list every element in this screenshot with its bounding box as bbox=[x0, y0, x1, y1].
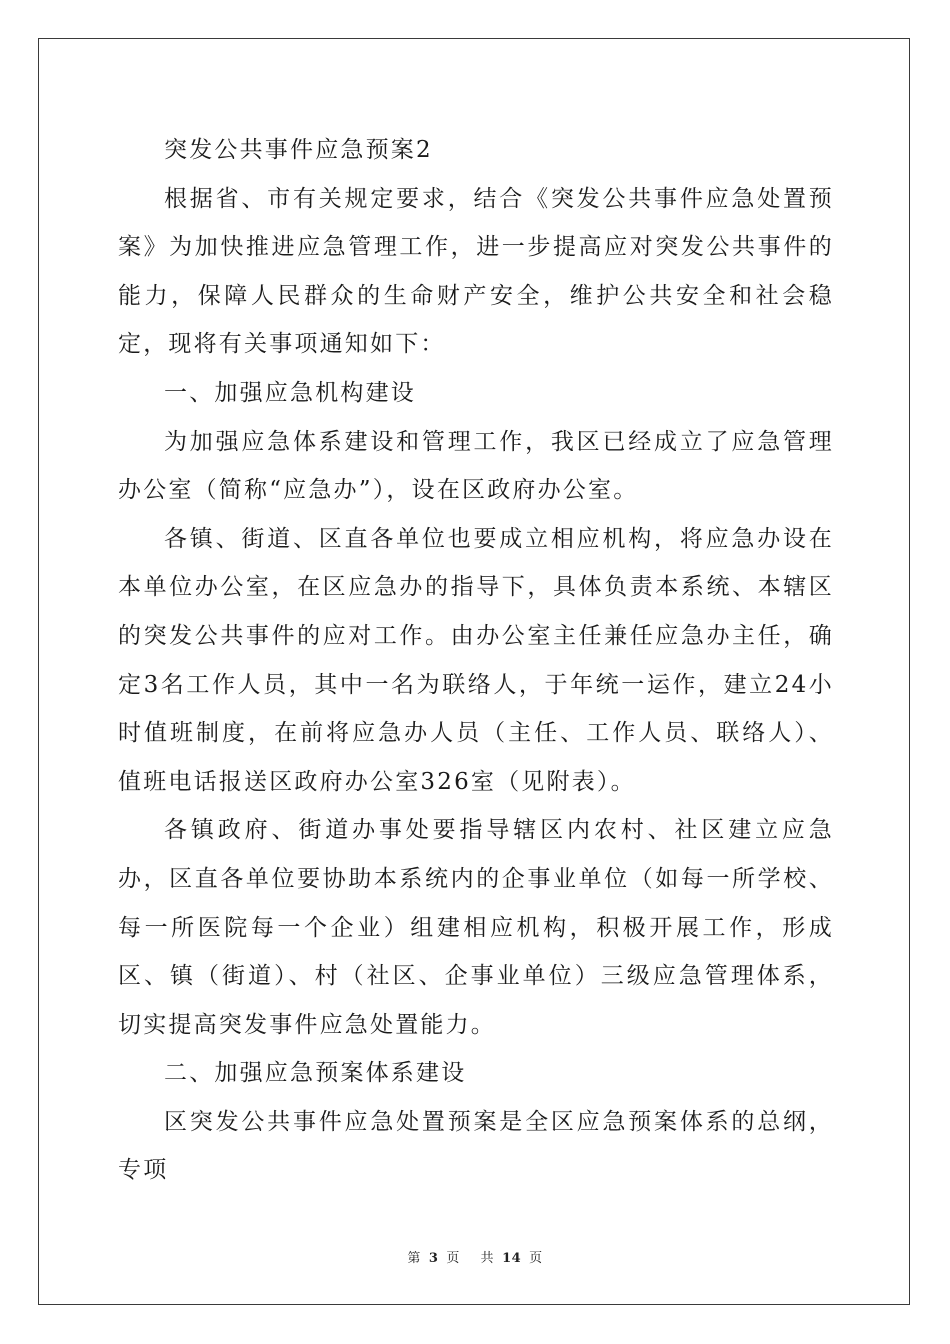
page-suffix: 页 bbox=[446, 1251, 460, 1266]
paragraph-plan: 区突发公共事件应急处置预案是全区应急预案体系的总纲，专项 bbox=[118, 1108, 834, 1184]
paragraph-system: 各镇政府、街道办事处要指导辖区内农村、社区建立应急办，区直各单位要协助本系统内的企事业单位（如每一所学校、每一所医院每一个企业）组建相应机构，积极开展工作，形成区、镇（街道）、村（社区、企事业单位）三级应急管理体系，切实提高突发事件应急处置能力。 bbox=[118, 817, 834, 1038]
total-indicator bbox=[477, 1251, 547, 1266]
page-footer bbox=[0, 1247, 950, 1266]
total-suffix: 页 bbox=[529, 1251, 543, 1266]
total-pages: 14 bbox=[502, 1251, 522, 1266]
page-number: 3 bbox=[428, 1251, 439, 1266]
section-heading-1: 一、加强应急机构建设 bbox=[164, 379, 416, 406]
page-prefix: 第 bbox=[407, 1251, 421, 1266]
total-prefix: 共 bbox=[480, 1251, 495, 1266]
document-body bbox=[118, 126, 834, 1195]
page-indicator bbox=[403, 1251, 464, 1266]
paragraph-intro: 根据省、市有关规定要求，结合《突发公共事件应急处置预案》为加快推进应急管理工作，进一步提高应对突发公共事件的能力，保障人民群众的生命财产安全，维护公共安全和社会稳定，现将有关事项通知如下： bbox=[118, 185, 834, 358]
paragraph-office: 为加强应急体系建设和管理工作，我区已经成立了应急管理办公室（简称“应急办”），设在区政府办公室。 bbox=[118, 428, 834, 504]
section-heading-2: 二、加强应急预案体系建设 bbox=[164, 1060, 467, 1087]
document-title: 突发公共事件应急预案2 bbox=[164, 137, 433, 163]
paragraph-units: 各镇、街道、区直各单位也要成立相应机构，将应急办设在本单位办公室，在区应急办的指导下，具体负责本系统、本辖区的突发公共事件的应对工作。由办公室主任兼任应急办主任，确定3名工作人员，其中一名为联络人，于年统一运作，建立24小时值班制度，在前将应急办人员（主任、工作人员、联络人）、值班电话报送区政府办公室326室（见附表）。 bbox=[118, 525, 834, 795]
